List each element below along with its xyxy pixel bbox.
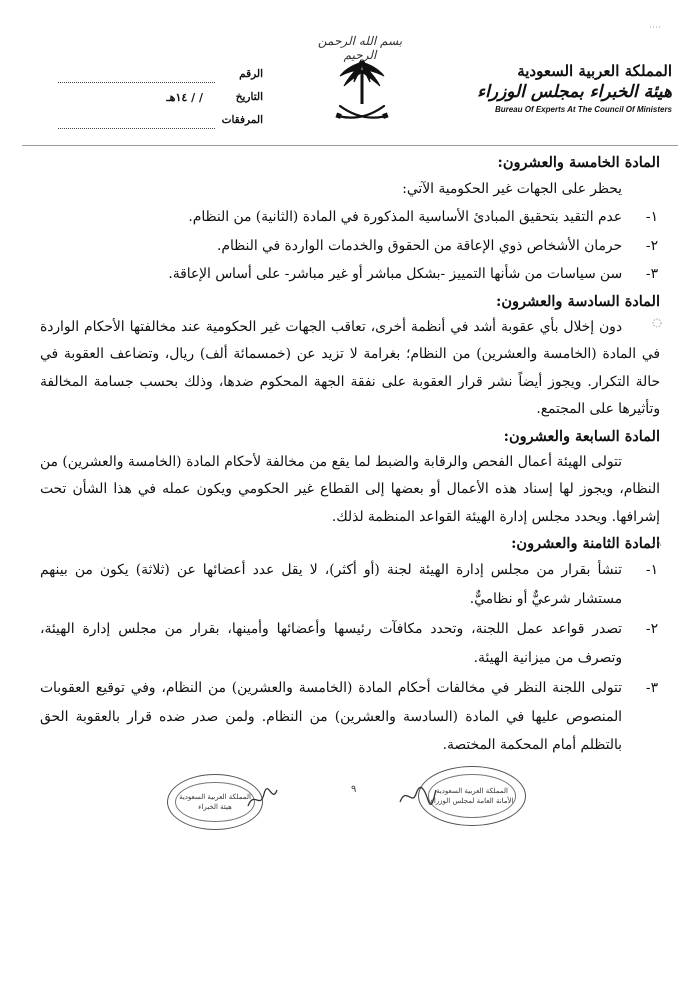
reference-number-line <box>58 82 215 83</box>
article-26-body: دون إخلال بأي عقوبة أشد في أنظمة أخرى، تعاقب الجهات غير الحكومية عند مخالفتها الأحكام الواردة في المادة (الخامسة والعشرين) من النظام؛ بغرامة لا تزيد عن (خمسمائة ألف) ريال، وتضاعف العقوبة في حالة التكرار. ويجوز أيضاً نشر قرار العقوبة على نفقة الجهة المحكوم ضدها، وذلك بحسب جسامة المخالفة وتأثيرها على المجتمع. <box>40 318 660 417</box>
item-text: تتولى اللجنة النظر في مخالفات أحكام المادة (الخامسة والعشرين) من النظام، وفي توقيع العقوبات المنصوص عليها في المادة (السادسة والعشرين) من النظام. ولمن صدر ضده قرار بالعقوبة الحق بالتظلم أمام المحكمة المختصة. <box>40 680 622 753</box>
article-25-intro: يحظر على الجهات غير الحكومية الآتي: <box>402 181 622 197</box>
stamp-text: المملكة العربية السعودية <box>179 793 251 801</box>
article-28-heading: المادة الثامنة والعشرون: <box>511 535 660 552</box>
reference-number-label: الرقم <box>239 68 263 80</box>
article-26-heading: المادة السادسة والعشرون: <box>496 292 660 310</box>
item-text: حرمان الأشخاص ذوي الإعاقة من الحقوق والخدمات الواردة في النظام. <box>217 237 622 254</box>
article-25-heading: المادة الخامسة والعشرون: <box>497 154 660 171</box>
margin-mark-icon <box>648 22 662 32</box>
article-28-item <box>40 615 660 672</box>
organization-name-english: Bureau Of Experts At The Council Of Ministers <box>494 105 672 114</box>
date-row <box>58 89 263 112</box>
item-number: ٣- <box>645 680 658 696</box>
article-27-heading: المادة السابعة والعشرون: <box>503 427 660 445</box>
article-28-item <box>40 556 660 613</box>
article-25-item <box>40 260 660 289</box>
stamp-text: المملكة العربية السعودية <box>436 787 508 795</box>
reference-block <box>58 66 263 135</box>
organization-header <box>457 62 672 114</box>
attachments-label: المرفقات <box>221 114 263 126</box>
margin-mark-icon <box>650 538 664 548</box>
country-name: المملكة العربية السعودية <box>517 62 672 80</box>
item-number: ١- <box>645 209 658 225</box>
article-25-item <box>40 203 660 232</box>
date-label: التاريخ <box>235 91 263 103</box>
item-number: ٢- <box>645 621 658 637</box>
item-text: تنشأ بقرار من مجلس إدارة الهيئة لجنة (أو أكثر)، لا يقل عدد أعضائها عن (ثلاثة) يكون من بينهم مستشار شرعيٌّ أو نظاميٌّ. <box>40 562 622 607</box>
reference-number-row <box>58 66 263 89</box>
attachments-line <box>58 128 215 129</box>
basmala: بسم الله الرحمن الرحيم <box>317 34 403 62</box>
document-body <box>40 150 660 760</box>
stamp-text: الأمانة العامة لمجلس الوزراء <box>430 797 514 805</box>
item-text: سن سياسات من شأنها التمييز -بشكل مباشر أو غير مباشر- على أساس الإعاقة. <box>168 266 622 282</box>
organization-name: هيئة الخبراء بمجلس الوزراء <box>477 82 672 102</box>
palm-swords-emblem-icon <box>334 56 390 130</box>
item-text: تصدر قواعد عمل اللجنة، وتحدد مكافآت رئيسها وأعضائها وأمينها، بقرار من مجلس إدارة الهيئة، وتصرف من ميزانية الهيئة. <box>40 621 622 666</box>
stamp-text: هيئة الخبراء <box>198 803 232 811</box>
attachments-row <box>58 112 263 135</box>
item-text: عدم التقيد بتحقيق المبادئ الأساسية المذكورة في المادة (الثانية) من النظام. <box>188 209 622 225</box>
article-25-item <box>40 232 660 261</box>
signature-icon <box>244 784 280 814</box>
date-value: / / ١٤هـ <box>166 91 203 104</box>
article-27-body: تتولى الهيئة أعمال الفحص والرقابة والضبط لما يقع من مخالفة لأحكام المادة (الخامسة والعشرين) من النظام، ويجوز لها إسناد هذه الأعمال أو بعضها إلى القطاع غير الحكومي ويكون عمله في هذا الشأن تحت إشرافها. ويحدد مجلس إدارة الهيئة القواعد المنظمة لذلك. <box>40 453 660 525</box>
item-number: ١- <box>645 562 658 578</box>
item-number: ٢- <box>645 237 658 254</box>
page-number: ٩ <box>351 784 357 795</box>
item-number: ٣- <box>645 266 658 282</box>
header-divider <box>22 145 678 146</box>
signature-icon <box>398 782 438 810</box>
article-28-item <box>40 674 660 760</box>
margin-mark-icon <box>650 318 664 328</box>
